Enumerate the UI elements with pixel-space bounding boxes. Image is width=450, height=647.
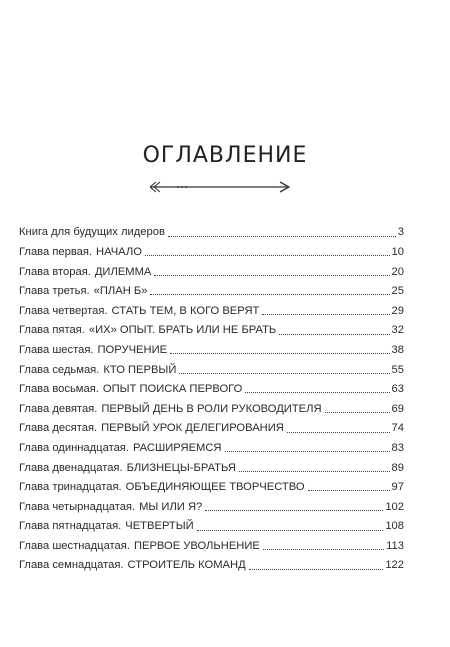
chapter-number: Глава пятая. bbox=[19, 324, 85, 337]
dot-leader bbox=[225, 450, 390, 452]
chapter-number: Глава восьмая. bbox=[19, 383, 99, 396]
chapter-number: Глава четырнадцатая. bbox=[19, 500, 136, 513]
toc-entry bbox=[19, 415, 404, 435]
toc-entry bbox=[19, 474, 404, 494]
dot-leader bbox=[308, 489, 390, 491]
page-number: 32 bbox=[391, 324, 404, 337]
toc-entry-label bbox=[19, 423, 284, 434]
dot-leader bbox=[145, 254, 390, 256]
chapter-number: Глава одиннадцатая. bbox=[19, 441, 129, 454]
chapter-number: Глава двенадцатая. bbox=[19, 461, 123, 474]
dot-leader bbox=[262, 313, 389, 315]
dot-leader bbox=[279, 333, 389, 335]
chapter-number: Глава девятая. bbox=[19, 402, 98, 415]
chapter-title: СТАТЬ ТЕМ, В КОГО ВЕРЯТ bbox=[111, 304, 260, 317]
toc-entry bbox=[19, 297, 404, 317]
toc-entry-label bbox=[19, 404, 322, 415]
dot-leader bbox=[170, 352, 389, 354]
chapter-number: Глава первая. bbox=[19, 245, 93, 258]
toc-entry-label bbox=[19, 247, 142, 258]
toc-entry-label bbox=[19, 227, 165, 238]
chapter-title: Книга для будущих лидеров bbox=[19, 226, 165, 239]
toc-entry bbox=[19, 356, 404, 376]
toc-entry bbox=[19, 513, 404, 533]
chapter-number: Глава шестая. bbox=[19, 343, 94, 356]
toc-entry-label bbox=[19, 502, 202, 513]
toc-entry-label bbox=[19, 560, 246, 571]
chapter-title: ОБЪЕДИНЯЮЩЕЕ ТВОРЧЕСТВО bbox=[125, 481, 305, 494]
page-number: 63 bbox=[391, 383, 404, 396]
toc-entry-label bbox=[19, 443, 222, 454]
chapter-title: ПЕРВЫЙ УРОК ДЕЛЕГИРОВАНИЯ bbox=[101, 422, 284, 435]
chapter-number: Глава седьмая. bbox=[19, 363, 100, 376]
chapter-title: БЛИЗНЕЦЫ-БРАТЬЯ bbox=[126, 461, 236, 474]
dot-leader bbox=[154, 274, 389, 276]
chapter-title: «ПЛАН Б» bbox=[93, 285, 148, 298]
toc-entry-label bbox=[19, 365, 176, 376]
chapter-title: ПЕРВОЕ УВОЛЬНЕНИЕ bbox=[133, 539, 260, 552]
chapter-title: РАСШИРЯЕМСЯ bbox=[132, 441, 222, 454]
page-number: 83 bbox=[391, 441, 404, 454]
dot-leader bbox=[205, 509, 383, 511]
chapter-title: ПЕРВЫЙ ДЕНЬ В РОЛИ РУКОВОДИТЕЛЯ bbox=[101, 402, 322, 415]
toc-entry bbox=[19, 278, 404, 298]
chapter-title: ПОРУЧЕНИЕ bbox=[97, 343, 168, 356]
dot-leader bbox=[179, 372, 389, 374]
chapter-title: ОПЫТ ПОИСКА ПЕРВОГО bbox=[102, 383, 243, 396]
toc-entry bbox=[19, 395, 404, 415]
toc-entry-label bbox=[19, 521, 194, 532]
dot-leader bbox=[150, 293, 389, 295]
page-number: 69 bbox=[391, 402, 404, 415]
toc-entry-label bbox=[19, 463, 236, 474]
toc-entry-label bbox=[19, 541, 260, 552]
toc-entry-label bbox=[19, 267, 151, 278]
page-number: 25 bbox=[391, 285, 404, 298]
toc-entry-label bbox=[19, 325, 276, 336]
chapter-number: Глава семнадцатая. bbox=[19, 559, 124, 572]
chapter-number: Глава десятая. bbox=[19, 422, 98, 435]
page-number: 38 bbox=[391, 343, 404, 356]
toc-entry bbox=[19, 239, 404, 259]
page-number: 97 bbox=[391, 481, 404, 494]
toc-entry bbox=[19, 552, 404, 572]
page-number: 74 bbox=[391, 422, 404, 435]
page-number: 20 bbox=[391, 265, 404, 278]
dot-leader bbox=[168, 235, 396, 237]
chapter-number: Глава вторая. bbox=[19, 265, 91, 278]
toc-entry bbox=[19, 493, 404, 513]
page-number: 89 bbox=[391, 461, 404, 474]
table-of-contents bbox=[19, 219, 404, 572]
toc-entry bbox=[19, 376, 404, 396]
toc-entry bbox=[19, 219, 404, 239]
dot-leader bbox=[239, 470, 390, 472]
dot-leader bbox=[249, 568, 384, 570]
toc-entry bbox=[19, 258, 404, 278]
toc-entry bbox=[19, 435, 404, 455]
chapter-number: Глава третья. bbox=[19, 285, 90, 298]
chapter-number: Глава четвертая. bbox=[19, 304, 108, 317]
chapter-title: «ИХ» ОПЫТ. БРАТЬ ИЛИ НЕ БРАТЬ bbox=[88, 324, 277, 337]
toc-entry bbox=[19, 454, 404, 474]
chapter-number: Глава пятнадцатая. bbox=[19, 520, 122, 533]
chapter-title: ДИЛЕММА bbox=[94, 265, 152, 278]
chapter-title: НАЧАЛО bbox=[96, 245, 142, 258]
dot-leader bbox=[325, 411, 390, 413]
toc-entry bbox=[19, 337, 404, 357]
page-number: 55 bbox=[391, 363, 404, 376]
chapter-title: ЧЕТВЕРТЫЙ bbox=[125, 520, 194, 533]
page-number: 108 bbox=[385, 520, 404, 533]
toc-entry-label bbox=[19, 482, 305, 493]
page-title: ОГЛАВЛЕНИЕ bbox=[142, 143, 308, 168]
arrow-divider-icon bbox=[150, 180, 300, 194]
toc-entry-label bbox=[19, 384, 242, 395]
toc-entry bbox=[19, 317, 404, 337]
page-number: 29 bbox=[391, 304, 404, 317]
toc-entry-label bbox=[19, 306, 259, 317]
page-number: 102 bbox=[385, 500, 404, 513]
page-number: 3 bbox=[397, 226, 404, 239]
chapter-number: Глава шестнадцатая. bbox=[19, 539, 130, 552]
page-number: 122 bbox=[385, 559, 404, 572]
chapter-number: Глава тринадцатая. bbox=[19, 481, 122, 494]
dot-leader bbox=[245, 391, 389, 393]
chapter-title: МЫ ИЛИ Я? bbox=[139, 500, 203, 513]
page-number: 10 bbox=[391, 245, 404, 258]
chapter-title: КТО ПЕРВЫЙ bbox=[103, 363, 177, 376]
dot-leader bbox=[263, 548, 384, 550]
dot-leader bbox=[287, 431, 390, 433]
toc-entry-label bbox=[19, 345, 167, 356]
page-number: 113 bbox=[386, 539, 404, 552]
toc-entry bbox=[19, 533, 404, 553]
dot-leader bbox=[197, 529, 384, 531]
toc-entry-label bbox=[19, 286, 147, 297]
chapter-title: СТРОИТЕЛЬ КОМАНД bbox=[127, 559, 246, 572]
